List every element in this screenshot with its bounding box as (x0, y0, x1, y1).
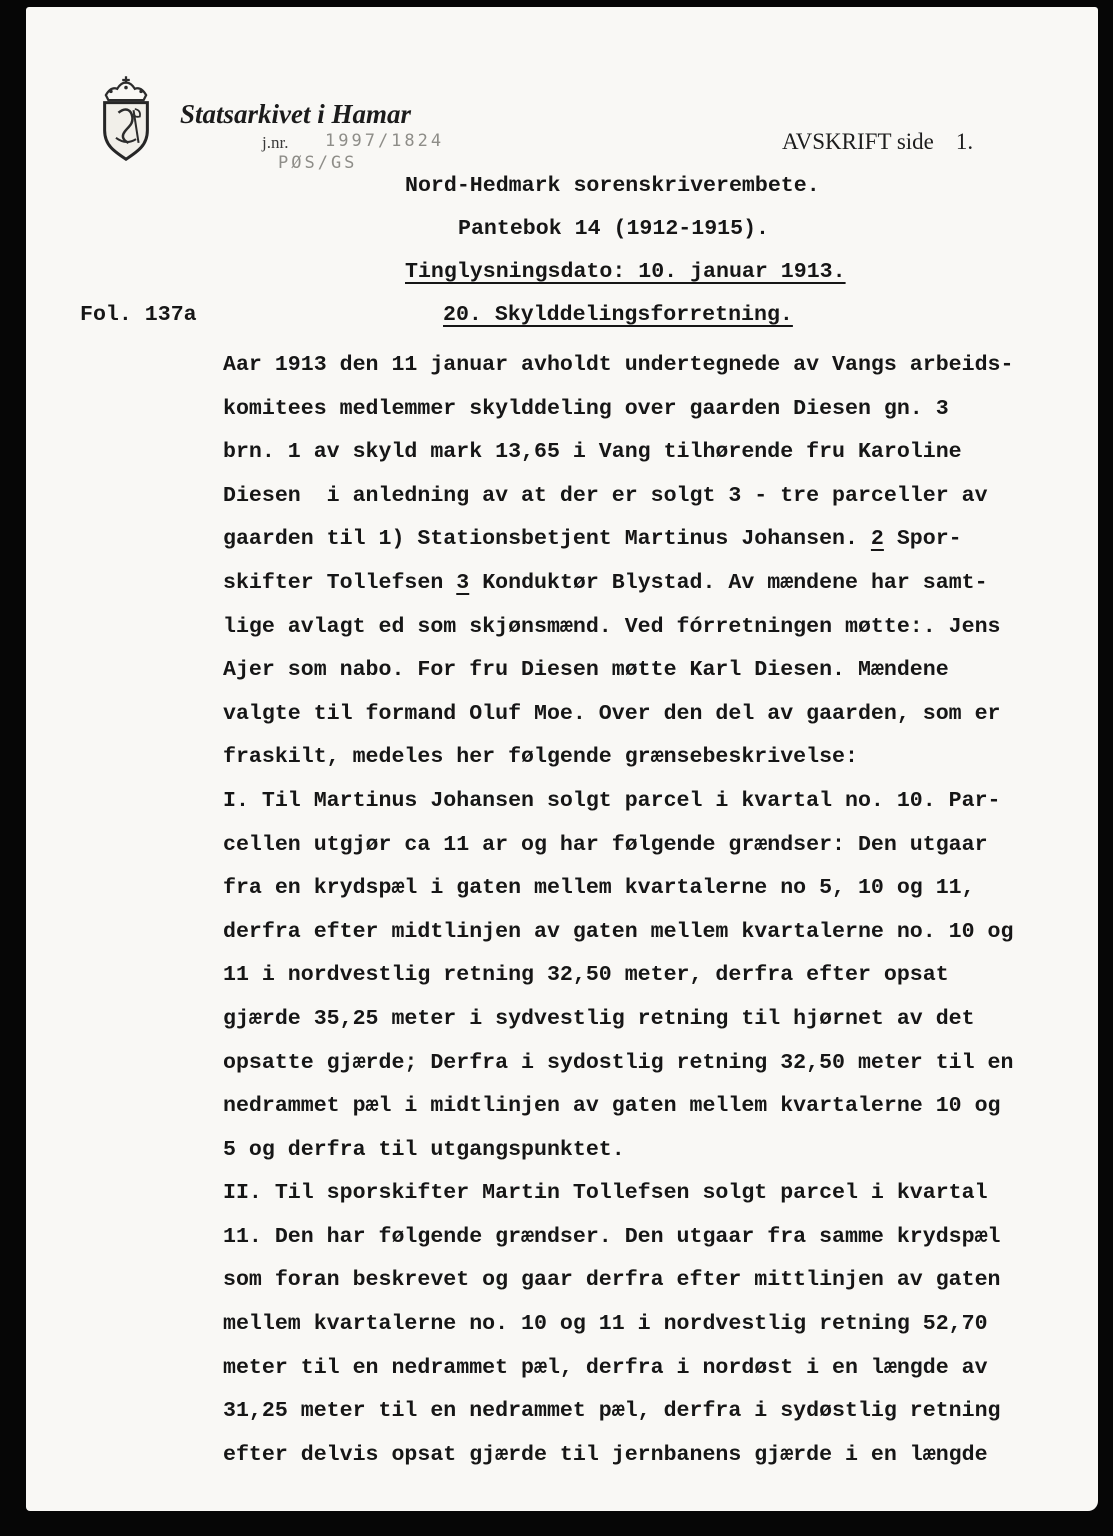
body-line: komitees medlemmer skylddeling over gaarden Diesen gn. 3 (223, 396, 949, 421)
body-line: Diesen i anledning av at der er solgt 3 - tre parceller av (223, 483, 988, 508)
body-line: fra en krydspæl i gaten mellem kvartalerne no 5, 10 og 11, (223, 876, 975, 901)
body-line: gaarden til 1) Stationsbetjent Martinus Johansen. 2 Spor- (223, 527, 962, 552)
body-line: nedrammet pæl i midtlinjen av gaten mellem kvartalerne 10 og (223, 1094, 1001, 1119)
body-line: gjærde 35,25 meter i sydvestlig retning til hjørnet av det (223, 1006, 975, 1031)
body-line: derfra efter midtlinjen av gaten mellem kvartalerne no. 10 og (223, 919, 1014, 944)
transcript-label: AVSKRIFT side (782, 129, 934, 154)
journal-ref: PØS/GS (278, 153, 358, 173)
body-line: 11 i nordvestlig retning 32,50 meter, derfra efter opsat (223, 963, 949, 988)
body-line: brn. 1 av skyld mark 13,65 i Vang tilhørende fru Karoline (223, 440, 962, 465)
body-line: som foran beskrevet og gaar derfra efter mittlinjen av gaten (223, 1268, 1001, 1293)
document-page (26, 7, 1098, 1511)
archive-name: Statsarkivet i Hamar (180, 99, 412, 129)
folio-label: Fol. 137a (80, 303, 197, 327)
body-line: opsatte gjærde; Derfra i sydostlig retning 32,50 meter til en (223, 1050, 1014, 1075)
body-line: valgte til formand Oluf Moe. Over den del av gaarden, som er (223, 701, 1001, 726)
body-line: fraskilt, medeles her følgende grænsebeskrivelse: (223, 745, 858, 770)
body-line: 5 og derfra til utgangspunktet. (223, 1137, 625, 1162)
body-line: cellen utgjør ca 11 ar og har følgende grændser: Den utgaar (223, 832, 988, 857)
coat-of-arms-icon (86, 75, 166, 163)
heading-date: Tinglysningsdato: 10. januar 1913. (405, 260, 846, 284)
body-text (223, 344, 1013, 1477)
journal-number-label: j.nr. (262, 133, 289, 152)
heading-book: Pantebok 14 (1912-1915). (458, 217, 770, 241)
body-line: meter til en nedrammet pæl, derfra i nordøst i en længde av (223, 1355, 988, 1380)
body-line: lige avlagt ed som skjønsmænd. Ved fórretningen møtte:. Jens (223, 614, 1001, 639)
case-title: 20. Skylddelingsforretning. (443, 303, 793, 327)
journal-number: 1997/1824 (325, 131, 445, 151)
transcript-page-number: 1. (955, 129, 974, 154)
body-line: 31,25 meter til en nedrammet pæl, derfra i sydøstlig retning (223, 1399, 1001, 1424)
body-line: mellem kvartalerne no. 10 og 11 i nordvestlig retning 52,70 (223, 1312, 988, 1337)
heading-office: Nord-Hedmark sorenskriverembete. (405, 174, 820, 198)
body-line: efter delvis opsat gjærde til jernbanens gjærde i en længde (223, 1442, 988, 1467)
body-line: II. Til sporskifter Martin Tollefsen solgt parcel i kvartal (223, 1181, 988, 1206)
body-line: Aar 1913 den 11 januar avholdt undertegnede av Vangs arbeids- (223, 353, 1014, 377)
transcript-header (782, 129, 973, 155)
body-line: skifter Tollefsen 3 Konduktør Blystad. Av mændene har samt- (223, 570, 988, 595)
body-line: Ajer som nabo. For fru Diesen møtte Karl Diesen. Mændene (223, 658, 949, 683)
body-line: I. Til Martinus Johansen solgt parcel i kvartal no. 10. Par- (223, 788, 1001, 813)
body-line: 11. Den har følgende grændser. Den utgaar fra samme krydspæl (223, 1224, 1001, 1249)
